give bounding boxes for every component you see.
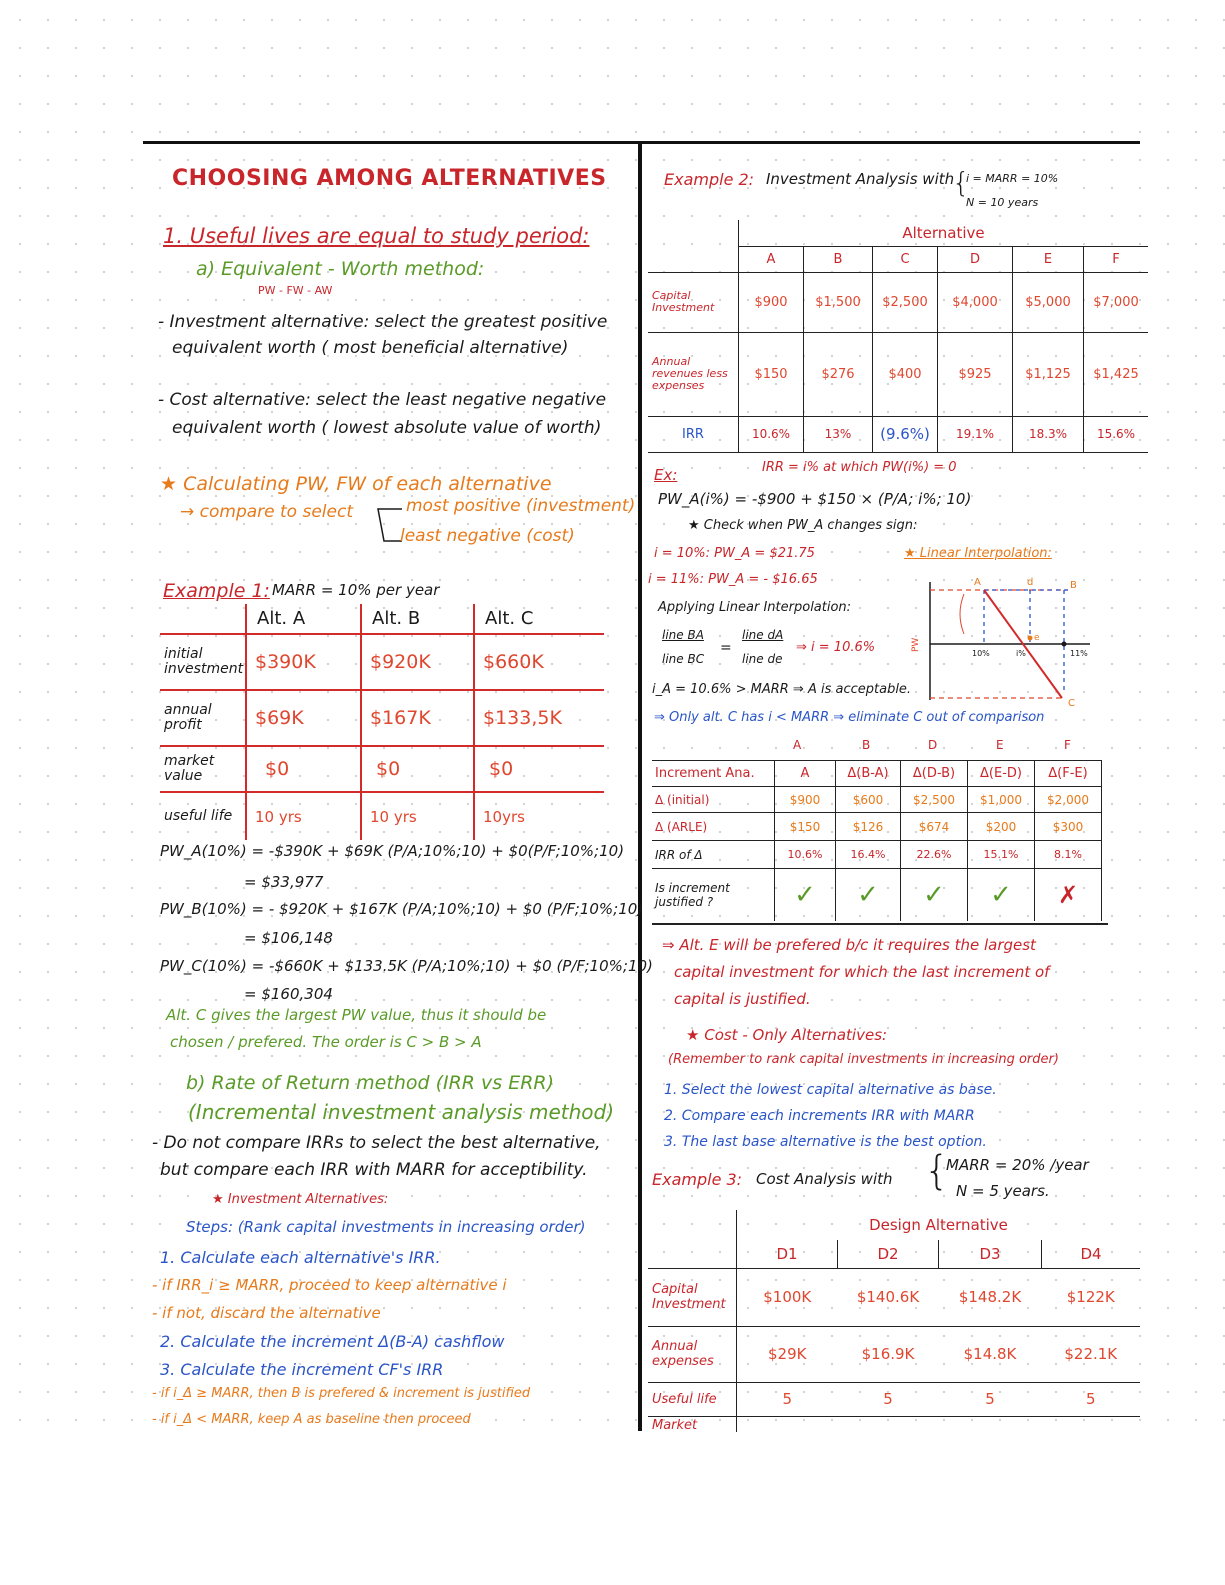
- diagram-point-c: C: [1068, 698, 1075, 708]
- fraction2-top: line dA: [742, 628, 784, 642]
- step-3a: - if i_Δ ≥ MARR, then B is prefered & increment is justified: [152, 1386, 531, 1401]
- fraction1-top: line BA: [662, 628, 704, 642]
- table2-header: A: [739, 246, 804, 272]
- table4-header: D1: [737, 1240, 838, 1268]
- diagram-tick-10: 10%: [972, 649, 990, 658]
- linear-interpolation-heading: ★ Linear Interpolation:: [904, 546, 1052, 561]
- table3-header: A: [775, 761, 836, 787]
- check-icon: ✓: [836, 869, 901, 921]
- table3-cell: $150: [775, 813, 836, 841]
- table2-cell-highlight: (9.6%): [873, 416, 938, 452]
- table2-cell: $5,000: [1013, 272, 1084, 332]
- table2-cell: $276: [804, 332, 873, 416]
- table1-cell: 10yrs: [474, 792, 604, 840]
- table2-cell: 10.6%: [739, 416, 804, 452]
- table1-row-label: annual profit: [160, 690, 246, 746]
- table3-header: Δ(E-D): [968, 761, 1035, 787]
- table1-cell: $0: [361, 746, 474, 792]
- diagram-tick-i: i%: [1016, 649, 1026, 658]
- table3-top-e: E: [996, 738, 1004, 752]
- table4-header: D4: [1042, 1240, 1141, 1268]
- table3-cell: $2,000: [1035, 787, 1102, 813]
- ror-subheading: (Incremental investment analysis method): [188, 1100, 615, 1124]
- step-2: 2. Calculate the increment Δ(B-A) cashflow: [160, 1332, 505, 1351]
- table1-cell: $0: [246, 746, 361, 792]
- step-1: 1. Calculate each alternative's IRR.: [160, 1248, 441, 1267]
- increment-table: [652, 760, 1102, 921]
- ror-line1: - Do not compare IRRs to select the best alternative,: [152, 1133, 601, 1153]
- table4-row-label: Market: [648, 1416, 737, 1438]
- ror-line2: but compare each IRR with MARR for acceptibility.: [160, 1160, 588, 1180]
- table4-cell: $100K: [737, 1268, 838, 1326]
- table2-cell: $1,125: [1013, 332, 1084, 416]
- check-icon: ✓: [968, 869, 1035, 921]
- table2-cell: 15.6%: [1084, 416, 1149, 452]
- table3-cell: $126: [836, 813, 901, 841]
- i11-result: i = 11%: PW_A = - $16.65: [648, 572, 818, 587]
- example2-label: Example 2:: [664, 170, 755, 189]
- alte-line2: capital investment for which the last increment of: [674, 963, 1050, 981]
- table3-header: Increment Ana.: [652, 761, 775, 787]
- diagram-ylabel: PW: [911, 637, 921, 652]
- table4-header: D2: [838, 1240, 939, 1268]
- cost-alt-line2: equivalent worth ( lowest absolute value of worth): [172, 418, 602, 438]
- table3-cell: 8.1%: [1035, 841, 1102, 869]
- table4-cell: $140.6K: [838, 1268, 939, 1326]
- cost-only-heading: ★ Cost - Only Alternatives:: [686, 1026, 888, 1044]
- table2-cell: $7,000: [1084, 272, 1149, 332]
- cost-step-2: 2. Compare each increments IRR with MARR: [664, 1108, 975, 1124]
- table3-header: Δ(B-A): [836, 761, 901, 787]
- table3-top-a: A: [793, 738, 802, 752]
- cost-step-3: 3. The last base alternative is the best option.: [664, 1134, 987, 1150]
- table4-cell: 5: [1042, 1382, 1141, 1416]
- ex-label: Ex:: [654, 466, 678, 484]
- table2-cell: $1,425: [1084, 332, 1149, 416]
- table3-row-label: Δ (ARLE): [652, 813, 775, 841]
- step-3b: - if i_Δ < MARR, keep A as baseline then proceed: [152, 1412, 471, 1426]
- table4-cell: $14.8K: [939, 1326, 1042, 1382]
- table2-header: D: [938, 246, 1013, 272]
- alte-line1: ⇒ Alt. E will be prefered b/c it requires the largest: [662, 936, 1036, 954]
- check-icon: ✓: [901, 869, 968, 921]
- example3-title: Cost Analysis with: [756, 1170, 893, 1188]
- page-bottom-margin: [0, 1432, 1225, 1585]
- check-icon: ✓: [775, 869, 836, 921]
- table4-cell: $122K: [1042, 1268, 1141, 1326]
- table4-cell: 5: [737, 1382, 838, 1416]
- diagram-point-e: e: [1034, 633, 1040, 643]
- pwb-result: = $106,148: [244, 929, 333, 947]
- check-sign: ★ Check when PW_A changes sign:: [688, 518, 918, 533]
- only-c-line: ⇒ Only alt. C has i < MARR ⇒ eliminate C out of comparison: [654, 710, 1045, 725]
- table1-cell: $0: [474, 746, 604, 792]
- pwa-result: = $33,977: [244, 873, 324, 891]
- cross-icon: ✗: [1035, 869, 1102, 921]
- table1-header-c: Alt. C: [474, 604, 604, 634]
- table3-cell: $900: [775, 787, 836, 813]
- pwa-i-equation: PW_A(i%) = -$900 + $150 × (P/A; i%; 10): [658, 490, 972, 508]
- table3-cell: 15.1%: [968, 841, 1035, 869]
- altc-conclusion-line2: chosen / prefered. The order is C > B > A: [170, 1033, 482, 1051]
- table3-cell: 16.4%: [836, 841, 901, 869]
- fraction-equals: =: [720, 640, 732, 656]
- diagram-point-a: A: [974, 577, 981, 588]
- table3-cell: $300: [1035, 813, 1102, 841]
- table2-header: E: [1013, 246, 1084, 272]
- example1-table: [160, 604, 604, 840]
- table1-cell: $69K: [246, 690, 361, 746]
- example3-table: [648, 1210, 1140, 1438]
- table3-cell: 22.6%: [901, 841, 968, 869]
- table4-header: D3: [939, 1240, 1042, 1268]
- table1-cell: $133,5K: [474, 690, 604, 746]
- table3-row-label: IRR of Δ: [652, 841, 775, 869]
- equivalent-worth-heading: a) Equivalent - Worth method:: [196, 258, 485, 280]
- table2-cell: $925: [938, 332, 1013, 416]
- cost-alt-line1: - Cost alternative: select the least negative negative: [158, 390, 607, 410]
- table3-top-b: B: [862, 738, 871, 752]
- table2-cell: $2,500: [873, 272, 938, 332]
- table1-cell: 10 yrs: [361, 792, 474, 840]
- investment-alternatives-heading: ★ Investment Alternatives:: [212, 1192, 389, 1207]
- table4-corner: [648, 1210, 737, 1268]
- altc-conclusion-line1: Alt. C gives the largest PW value, thus it should be: [166, 1006, 547, 1024]
- table4-row-label: Useful life: [648, 1382, 737, 1416]
- pwb-equation: PW_B(10%) = - $920K + $167K (P/A;10%;10) + $0 (P/F;10%;10): [160, 900, 644, 918]
- table2-cell: 13%: [804, 416, 873, 452]
- diagram-point-d: d: [1027, 577, 1034, 588]
- example3-marr: MARR = 20% /year: [946, 1156, 1089, 1174]
- table2-header: C: [873, 246, 938, 272]
- example3-label: Example 3:: [652, 1170, 743, 1189]
- table3-cell: $2,500: [901, 787, 968, 813]
- table3-row-label: Δ (initial): [652, 787, 775, 813]
- table2-row-label: IRR: [648, 416, 739, 452]
- table3-cell: 10.6%: [775, 841, 836, 869]
- table2-group: Alternative: [739, 220, 1149, 246]
- fraction-result: ⇒ i = 10.6%: [796, 640, 876, 655]
- table2-cell: $150: [739, 332, 804, 416]
- investment-alt-line1: - Investment alternative: select the greatest positive: [158, 312, 608, 332]
- table4-group: Design Alternative: [737, 1210, 1141, 1240]
- table3-bottom-rule: [652, 923, 1108, 925]
- table1-cell: 10 yrs: [246, 792, 361, 840]
- interpolation-diagram: [904, 574, 1100, 708]
- table2-cell: 19.1%: [938, 416, 1013, 452]
- diagram-tick-11: 11%: [1070, 649, 1088, 658]
- alte-line3: capital is justified.: [674, 990, 811, 1008]
- steps-heading: Steps: (Rank capital investments in increasing order): [186, 1218, 586, 1236]
- page-title: CHOOSING AMONG ALTERNATIVES: [172, 166, 607, 191]
- calc-line2: → compare to select: [180, 502, 353, 522]
- example2-i: i = MARR = 10%: [966, 172, 1059, 185]
- section1-heading: 1. Useful lives are equal to study period:: [163, 224, 590, 248]
- table2-row-label: Capital Investment: [648, 272, 739, 332]
- calc-option-investment: most positive (investment): [406, 496, 636, 516]
- table2-header: F: [1084, 246, 1149, 272]
- table4-cell: 5: [939, 1382, 1042, 1416]
- step-1a: - if IRR_i ≥ MARR, proceed to keep alternative i: [152, 1276, 507, 1294]
- example3-n: N = 5 years.: [956, 1182, 1050, 1200]
- table1-cell: $167K: [361, 690, 474, 746]
- calc-line1: ★ Calculating PW, FW of each alternative: [160, 473, 552, 495]
- table1-cell: $920K: [361, 634, 474, 690]
- table1-row-label: useful life: [160, 792, 246, 840]
- ia-result: i_A = 10.6% > MARR ⇒ A is acceptable.: [652, 682, 912, 697]
- example2-n: N = 10 years: [966, 196, 1039, 209]
- example1-label: Example 1:: [163, 580, 270, 602]
- table4-row-label: Capital Investment: [648, 1268, 737, 1326]
- table1-cell: $660K: [474, 634, 604, 690]
- table3-top-d: D: [928, 738, 938, 752]
- i10-result: i = 10%: PW_A = $21.75: [654, 546, 815, 561]
- table4-row-label: Annual expenses: [648, 1326, 737, 1382]
- step-1b: - if not, discard the alternative: [152, 1304, 381, 1322]
- fraction1-bottom: line BC: [662, 652, 705, 666]
- example1-marr: MARR = 10% per year: [272, 581, 440, 599]
- fraction2-bottom: line de: [742, 652, 783, 666]
- example3-brace: {: [924, 1148, 950, 1194]
- pwc-equation: PW_C(10%) = -$660K + $133.5K (P/A;10%;10) + $0 (P/F;10%;10): [160, 957, 653, 975]
- pwa-equation: PW_A(10%) = -$390K + $69K (P/A;10%;10) + $0(P/F;10%;10): [160, 842, 625, 860]
- ror-heading: b) Rate of Return method (IRR vs ERR): [186, 1072, 555, 1094]
- column-divider: [638, 141, 642, 1431]
- table3-header: Δ(F-E): [1035, 761, 1102, 787]
- table4-cell: $29K: [737, 1326, 838, 1382]
- table3-cell: $1,000: [968, 787, 1035, 813]
- example2-brace: {: [952, 166, 970, 199]
- diagram-point-b: B: [1070, 580, 1077, 591]
- step-3: 3. Calculate the increment CF's IRR: [160, 1360, 444, 1379]
- pwc-result: = $160,304: [244, 985, 333, 1003]
- table2-corner: [648, 220, 739, 272]
- table2-cell: 18.3%: [1013, 416, 1084, 452]
- table1-row-label: initial investment: [160, 634, 246, 690]
- cost-step-1: 1. Select the lowest capital alternative as base.: [664, 1082, 997, 1098]
- table4-cell: $148.2K: [939, 1268, 1042, 1326]
- table2-cell: $900: [739, 272, 804, 332]
- table1-header-b: Alt. B: [361, 604, 474, 634]
- table4-cell: $16.9K: [838, 1326, 939, 1382]
- example2-table: [648, 220, 1148, 453]
- table1-header-a: Alt. A: [246, 604, 361, 634]
- equivalent-worth-sub: PW - FW - AW: [258, 284, 333, 297]
- table2-header: B: [804, 246, 873, 272]
- calc-option-cost: least negative (cost): [400, 526, 575, 546]
- table2-cell: $400: [873, 332, 938, 416]
- applying-interpolation: Applying Linear Interpolation:: [658, 600, 852, 615]
- example2-title: Investment Analysis with: [766, 170, 955, 188]
- remember-line: (Remember to rank capital investments in increasing order): [668, 1052, 1059, 1067]
- table2-cell: $1,500: [804, 272, 873, 332]
- table3-row-label: Is increment justified ?: [652, 869, 775, 921]
- table1-cell: $390K: [246, 634, 361, 690]
- table3-cell: $674: [901, 813, 968, 841]
- table3-cell: $200: [968, 813, 1035, 841]
- irr-definition: IRR = i% at which PW(i%) = 0: [762, 460, 957, 475]
- table4-cell: 5: [838, 1382, 939, 1416]
- table1-row-label: market value: [160, 746, 246, 792]
- table1-corner: [160, 604, 246, 634]
- table2-row-label: Annual revenues less expenses: [648, 332, 739, 416]
- table2-cell: $4,000: [938, 272, 1013, 332]
- investment-alt-line2: equivalent worth ( most beneficial alternative): [172, 338, 569, 358]
- table3-header: Δ(D-B): [901, 761, 968, 787]
- table3-top-f: F: [1064, 738, 1071, 752]
- table3-cell: $600: [836, 787, 901, 813]
- table4-cell: $22.1K: [1042, 1326, 1141, 1382]
